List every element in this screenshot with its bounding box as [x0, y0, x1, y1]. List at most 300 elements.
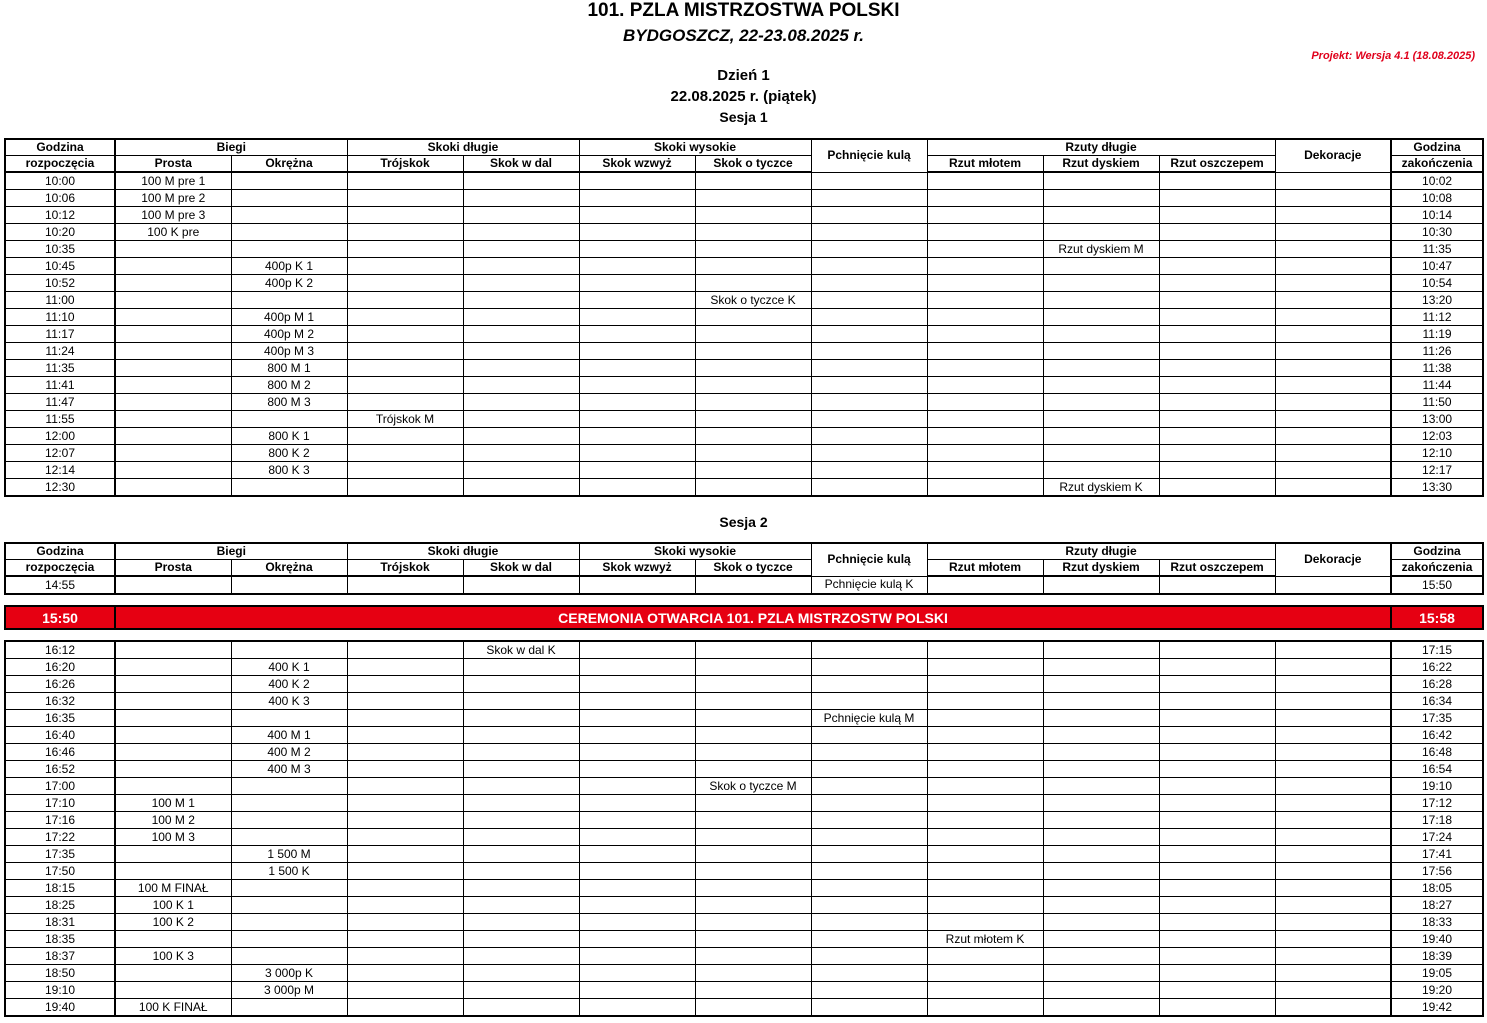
- event-cell: [463, 445, 579, 462]
- start-time-cell: 12:00: [5, 428, 115, 445]
- header-start-time: Godzina: [5, 139, 115, 156]
- end-time-cell: 11:38: [1391, 360, 1483, 377]
- table-row: [5, 982, 1483, 999]
- event-cell: [1043, 576, 1159, 594]
- event-cell: [695, 982, 811, 999]
- event-cell: [231, 778, 347, 795]
- event-cell: [927, 659, 1043, 676]
- event-cell: [1275, 965, 1391, 982]
- event-cell: [579, 445, 695, 462]
- header-end-time-sub: zakończenia: [1391, 156, 1483, 173]
- event-cell: [1043, 659, 1159, 676]
- event-cell: [463, 863, 579, 880]
- event-cell: [1159, 275, 1275, 292]
- event-cell: 100 K 2: [115, 914, 231, 931]
- header-skok-wzwyz: Skok wzwyż: [579, 560, 695, 577]
- table-row: [5, 576, 1483, 594]
- event-cell: [579, 576, 695, 594]
- event-cell: [463, 880, 579, 897]
- event-cell: [695, 931, 811, 948]
- event-cell: [579, 761, 695, 778]
- event-cell: [115, 428, 231, 445]
- event-cell: [811, 982, 927, 999]
- event-cell: [115, 965, 231, 982]
- table-row: [5, 275, 1483, 292]
- header-group-biegi: Biegi: [115, 543, 347, 560]
- event-cell: 100 K 1: [115, 897, 231, 914]
- page-subtitle: BYDGOSZCZ, 22-23.08.2025 r.: [623, 26, 864, 45]
- event-cell: [347, 999, 463, 1017]
- event-cell: [231, 948, 347, 965]
- event-cell: [927, 172, 1043, 190]
- event-cell: [1275, 241, 1391, 258]
- end-time-cell: 15:50: [1391, 576, 1483, 594]
- event-cell: [347, 880, 463, 897]
- event-cell: [695, 897, 811, 914]
- event-cell: [579, 360, 695, 377]
- event-cell: [1043, 462, 1159, 479]
- start-time-cell: 16:20: [5, 659, 115, 676]
- event-cell: [927, 710, 1043, 727]
- start-time-cell: 18:25: [5, 897, 115, 914]
- event-cell: 400 K 1: [231, 659, 347, 676]
- event-cell: [463, 931, 579, 948]
- table-row: [5, 863, 1483, 880]
- event-cell: 100 K pre: [115, 224, 231, 241]
- event-cell: 100 M pre 1: [115, 172, 231, 190]
- start-time-cell: 11:10: [5, 309, 115, 326]
- end-time-cell: 13:20: [1391, 292, 1483, 309]
- event-cell: [347, 576, 463, 594]
- end-time-cell: 12:03: [1391, 428, 1483, 445]
- event-cell: [811, 880, 927, 897]
- event-cell: [115, 693, 231, 710]
- start-time-cell: 16:46: [5, 744, 115, 761]
- event-cell: [347, 778, 463, 795]
- event-cell: [347, 812, 463, 829]
- start-time-cell: 16:32: [5, 693, 115, 710]
- event-cell: [115, 641, 231, 659]
- event-cell: [1275, 727, 1391, 744]
- event-cell: [579, 428, 695, 445]
- header-start-time: Godzina: [5, 543, 115, 560]
- header-start-time-sub: rozpoczęcia: [5, 156, 115, 173]
- event-cell: [811, 445, 927, 462]
- table-row: [5, 377, 1483, 394]
- event-cell: [927, 360, 1043, 377]
- event-cell: [1159, 360, 1275, 377]
- event-cell: [347, 207, 463, 224]
- event-cell: [927, 948, 1043, 965]
- event-cell: [927, 965, 1043, 982]
- event-cell: [579, 172, 695, 190]
- event-cell: [695, 812, 811, 829]
- table-row: [5, 172, 1483, 190]
- event-cell: [579, 190, 695, 207]
- event-cell: [115, 241, 231, 258]
- start-time-cell: 11:00: [5, 292, 115, 309]
- event-cell: [1159, 693, 1275, 710]
- event-cell: [811, 897, 927, 914]
- header-pchniecie: Pchnięcie kulą: [811, 139, 927, 172]
- event-cell: [1043, 224, 1159, 241]
- event-cell: 1 500 K: [231, 863, 347, 880]
- event-cell: [347, 761, 463, 778]
- start-time-cell: 12:07: [5, 445, 115, 462]
- event-cell: [115, 479, 231, 497]
- start-time-cell: 18:37: [5, 948, 115, 965]
- event-cell: 400p M 1: [231, 309, 347, 326]
- event-cell: [1275, 190, 1391, 207]
- event-cell: [579, 727, 695, 744]
- event-cell: [927, 829, 1043, 846]
- start-time-cell: 12:30: [5, 479, 115, 497]
- end-time-cell: 17:41: [1391, 846, 1483, 863]
- event-cell: [1043, 931, 1159, 948]
- event-cell: [811, 744, 927, 761]
- session1-title: Sesja 1: [719, 109, 768, 125]
- event-cell: [1275, 744, 1391, 761]
- event-cell: [1275, 394, 1391, 411]
- event-cell: [579, 479, 695, 497]
- event-cell: [927, 641, 1043, 659]
- start-time-cell: 11:17: [5, 326, 115, 343]
- end-time-cell: 17:24: [1391, 829, 1483, 846]
- event-cell: [1043, 761, 1159, 778]
- event-cell: [463, 275, 579, 292]
- end-time-cell: 19:05: [1391, 965, 1483, 982]
- event-cell: [1159, 309, 1275, 326]
- event-cell: [231, 897, 347, 914]
- event-cell: [579, 258, 695, 275]
- start-time-cell: 16:26: [5, 676, 115, 693]
- end-time-cell: 10:30: [1391, 224, 1483, 241]
- event-cell: [579, 394, 695, 411]
- event-cell: [347, 727, 463, 744]
- event-cell: [927, 190, 1043, 207]
- table-row: [5, 207, 1483, 224]
- end-time-cell: 18:33: [1391, 914, 1483, 931]
- header-rzut-oszczepem: Rzut oszczepem: [1159, 560, 1275, 577]
- event-cell: [231, 641, 347, 659]
- event-cell: [1275, 880, 1391, 897]
- event-cell: [463, 411, 579, 428]
- event-cell: [927, 326, 1043, 343]
- event-cell: [1159, 428, 1275, 445]
- event-cell: [1043, 982, 1159, 999]
- table-row: [5, 931, 1483, 948]
- event-cell: 3 000p K: [231, 965, 347, 982]
- event-cell: [463, 948, 579, 965]
- event-cell: [1159, 727, 1275, 744]
- event-cell: [115, 761, 231, 778]
- event-cell: [1159, 659, 1275, 676]
- event-cell: [927, 377, 1043, 394]
- event-cell: [1159, 172, 1275, 190]
- event-cell: [927, 207, 1043, 224]
- event-cell: [463, 676, 579, 693]
- event-cell: [347, 172, 463, 190]
- end-time-cell: 10:54: [1391, 275, 1483, 292]
- day-label: Dzień 1: [717, 67, 770, 84]
- start-time-cell: 10:06: [5, 190, 115, 207]
- event-cell: [231, 411, 347, 428]
- header-end-time: Godzina: [1391, 139, 1483, 156]
- start-time-cell: 16:12: [5, 641, 115, 659]
- event-cell: [463, 778, 579, 795]
- event-cell: [579, 343, 695, 360]
- event-cell: [811, 309, 927, 326]
- event-cell: [1043, 965, 1159, 982]
- header-skok-wzwyz: Skok wzwyż: [579, 156, 695, 173]
- event-cell: [1159, 343, 1275, 360]
- event-cell: [1275, 411, 1391, 428]
- start-time-cell: 18:15: [5, 880, 115, 897]
- event-cell: [463, 829, 579, 846]
- event-cell: [463, 377, 579, 394]
- project-version-note: Projekt: Wersja 4.1 (18.08.2025): [1311, 50, 1475, 62]
- event-cell: 800 M 3: [231, 394, 347, 411]
- event-cell: [579, 948, 695, 965]
- event-cell: Trójskok M: [347, 411, 463, 428]
- ceremony-label: CEREMONIA OTWARCIA 101. PZLA MISTRZOSTW POLSKI: [115, 606, 1391, 629]
- table-row: [5, 914, 1483, 931]
- event-cell: [1159, 710, 1275, 727]
- event-cell: 100 M 2: [115, 812, 231, 829]
- header-end-time: Godzina: [1391, 543, 1483, 560]
- event-cell: [347, 846, 463, 863]
- event-cell: [695, 479, 811, 497]
- event-cell: [347, 428, 463, 445]
- event-cell: [115, 326, 231, 343]
- event-cell: [1275, 846, 1391, 863]
- event-cell: [231, 576, 347, 594]
- event-cell: [1275, 795, 1391, 812]
- event-cell: [463, 659, 579, 676]
- header-group-skoki-wysokie: Skoki wysokie: [579, 139, 811, 156]
- start-time-cell: 16:52: [5, 761, 115, 778]
- event-cell: [927, 292, 1043, 309]
- end-time-cell: 10:02: [1391, 172, 1483, 190]
- table-row: [5, 999, 1483, 1017]
- header-rzut-dyskiem: Rzut dyskiem: [1043, 156, 1159, 173]
- event-cell: [1275, 207, 1391, 224]
- event-cell: 400p K 2: [231, 275, 347, 292]
- event-cell: [347, 744, 463, 761]
- event-cell: [579, 846, 695, 863]
- event-cell: 100 K 3: [115, 948, 231, 965]
- event-cell: [927, 982, 1043, 999]
- event-cell: [1043, 710, 1159, 727]
- event-cell: [115, 343, 231, 360]
- table-row: [5, 744, 1483, 761]
- event-cell: [927, 795, 1043, 812]
- header-skok-w-dal: Skok w dal: [463, 560, 579, 577]
- event-cell: [1159, 326, 1275, 343]
- header-group-skoki-wysokie: Skoki wysokie: [579, 543, 811, 560]
- event-cell: [811, 931, 927, 948]
- event-cell: 400 M 3: [231, 761, 347, 778]
- event-cell: [927, 394, 1043, 411]
- event-cell: [1159, 676, 1275, 693]
- event-cell: [1275, 275, 1391, 292]
- event-cell: [811, 914, 927, 931]
- event-cell: [579, 275, 695, 292]
- event-cell: [1159, 394, 1275, 411]
- end-time-cell: 11:44: [1391, 377, 1483, 394]
- event-cell: [1275, 761, 1391, 778]
- event-cell: [1159, 897, 1275, 914]
- event-cell: [695, 761, 811, 778]
- event-cell: [347, 309, 463, 326]
- event-cell: [115, 931, 231, 948]
- table-row: [5, 659, 1483, 676]
- end-time-cell: 18:27: [1391, 897, 1483, 914]
- end-time-cell: 19:42: [1391, 999, 1483, 1017]
- header-trojskok: Trójskok: [347, 156, 463, 173]
- event-cell: [927, 727, 1043, 744]
- table-row: [5, 812, 1483, 829]
- event-cell: [463, 292, 579, 309]
- event-cell: 400 M 1: [231, 727, 347, 744]
- end-time-cell: 11:50: [1391, 394, 1483, 411]
- event-cell: [579, 999, 695, 1017]
- end-time-cell: 16:22: [1391, 659, 1483, 676]
- end-time-cell: 18:05: [1391, 880, 1483, 897]
- event-cell: [1275, 999, 1391, 1017]
- start-time-cell: 17:35: [5, 846, 115, 863]
- event-cell: [695, 829, 811, 846]
- event-cell: [1043, 343, 1159, 360]
- event-cell: Skok o tyczce K: [695, 292, 811, 309]
- event-cell: [579, 207, 695, 224]
- event-cell: [347, 360, 463, 377]
- event-cell: [811, 172, 927, 190]
- event-cell: [927, 999, 1043, 1017]
- event-cell: [927, 428, 1043, 445]
- event-cell: [115, 710, 231, 727]
- event-cell: [579, 462, 695, 479]
- table-row: [5, 761, 1483, 778]
- event-cell: [347, 914, 463, 931]
- event-cell: [811, 846, 927, 863]
- start-time-cell: 10:45: [5, 258, 115, 275]
- event-cell: [1043, 897, 1159, 914]
- event-cell: [1275, 462, 1391, 479]
- event-cell: [463, 812, 579, 829]
- start-time-cell: 16:40: [5, 727, 115, 744]
- end-time-cell: 16:54: [1391, 761, 1483, 778]
- table-row: [5, 965, 1483, 982]
- event-cell: [811, 360, 927, 377]
- event-cell: [1043, 445, 1159, 462]
- event-cell: [1043, 411, 1159, 428]
- table-row: [5, 710, 1483, 727]
- end-time-cell: 17:12: [1391, 795, 1483, 812]
- header-group-biegi: Biegi: [115, 139, 347, 156]
- event-cell: [1275, 863, 1391, 880]
- event-cell: [695, 659, 811, 676]
- event-cell: [579, 829, 695, 846]
- event-cell: [927, 778, 1043, 795]
- event-cell: [115, 778, 231, 795]
- header-okrezna: Okrężna: [231, 156, 347, 173]
- page-title: 101. PZLA MISTRZOSTWA POLSKI: [587, 0, 900, 21]
- event-cell: [927, 309, 1043, 326]
- event-cell: [347, 190, 463, 207]
- table-row: [5, 241, 1483, 258]
- table-row: [5, 778, 1483, 795]
- start-time-cell: 10:00: [5, 172, 115, 190]
- event-cell: Rzut młotem K: [927, 931, 1043, 948]
- table-row: [5, 360, 1483, 377]
- event-cell: [695, 846, 811, 863]
- event-cell: [1043, 999, 1159, 1017]
- event-cell: [1275, 676, 1391, 693]
- start-time-cell: 12:14: [5, 462, 115, 479]
- event-cell: [231, 190, 347, 207]
- event-cell: [231, 710, 347, 727]
- event-cell: [695, 445, 811, 462]
- table-row: [5, 676, 1483, 693]
- event-cell: [1043, 693, 1159, 710]
- event-cell: [811, 778, 927, 795]
- table-row: [5, 224, 1483, 241]
- event-cell: [579, 377, 695, 394]
- event-cell: [1159, 207, 1275, 224]
- end-time-cell: 19:40: [1391, 931, 1483, 948]
- event-cell: [811, 428, 927, 445]
- event-cell: [347, 931, 463, 948]
- event-cell: [927, 744, 1043, 761]
- event-cell: 400p K 1: [231, 258, 347, 275]
- event-cell: [1043, 258, 1159, 275]
- event-cell: [811, 641, 927, 659]
- header-dekoracje: Dekoracje: [1275, 543, 1391, 576]
- header-rzut-mlotem: Rzut młotem: [927, 560, 1043, 577]
- event-cell: [231, 479, 347, 497]
- event-cell: 100 M 1: [115, 795, 231, 812]
- event-cell: [695, 641, 811, 659]
- event-cell: [115, 676, 231, 693]
- event-cell: [463, 190, 579, 207]
- event-cell: [463, 982, 579, 999]
- header-start-time-sub: rozpoczęcia: [5, 560, 115, 577]
- event-cell: [1043, 727, 1159, 744]
- event-cell: [1159, 258, 1275, 275]
- start-time-cell: 11:55: [5, 411, 115, 428]
- event-cell: Skok w dal K: [463, 641, 579, 659]
- event-cell: [347, 445, 463, 462]
- event-cell: [231, 241, 347, 258]
- event-cell: [579, 795, 695, 812]
- event-cell: [811, 377, 927, 394]
- event-cell: [811, 948, 927, 965]
- event-cell: [579, 224, 695, 241]
- end-time-cell: 16:34: [1391, 693, 1483, 710]
- event-cell: [231, 292, 347, 309]
- event-cell: [579, 292, 695, 309]
- event-cell: [1159, 965, 1275, 982]
- event-cell: [811, 462, 927, 479]
- start-time-cell: 16:35: [5, 710, 115, 727]
- event-cell: [463, 343, 579, 360]
- start-time-cell: 10:52: [5, 275, 115, 292]
- event-cell: [1043, 948, 1159, 965]
- start-time-cell: 17:16: [5, 812, 115, 829]
- event-cell: [1043, 812, 1159, 829]
- event-cell: [347, 795, 463, 812]
